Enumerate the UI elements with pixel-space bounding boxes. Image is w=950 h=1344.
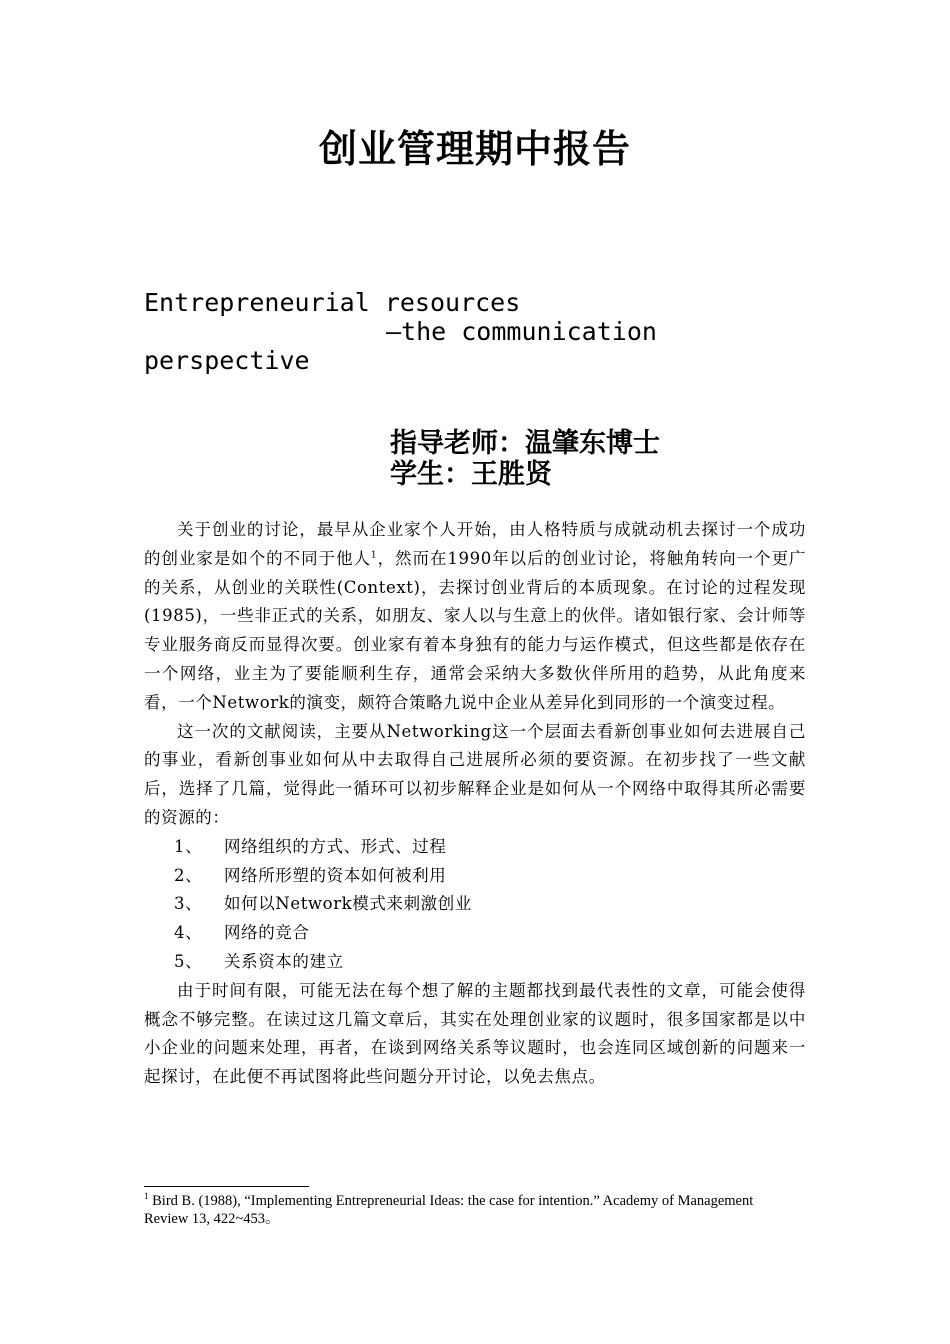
- list-item: [144, 919, 806, 948]
- paragraph-1: [144, 516, 806, 718]
- paragraph-1-part2: ，然而在1990年以后的创业讨论，将触角转向一个更广的关系，从创业的关联性(Context)，去探讨创业背后的本质现象。在讨论的过程发现(1985)，一些非正式的关系，如朋友、家人以与生意上的伙伴。诸如银行家、会计师等专业服务商反而显得次要。创业家有着本身独有的能力与运作模式，但这些都是依存在一个网络，业主为了要能顺利生存，通常会采纳大多数伙伴所用的趋势，从此角度来看，一个Network的演变，颇符合策略九说中企业从差异化到同形的一个演变过程。: [144, 548, 806, 712]
- list-item-number: 2、: [174, 865, 203, 885]
- english-title-line1: Entrepreneurial resources: [144, 288, 521, 317]
- footnote: [144, 1192, 784, 1228]
- list-item-text: 网络所形塑的资本如何被利用: [224, 865, 447, 885]
- body-text: [144, 516, 806, 1092]
- list-item: [144, 948, 806, 977]
- page-title: 创业管理期中报告: [318, 126, 631, 171]
- paragraph-3: 由于时间有限，可能无法在每个想了解的主题都找到最代表性的文章，可能会使得概念不够完整。在读过这几篇文章后，其实在处理创业家的议题时，很多国家都是以中小企业的问题来处理，再者，在谈到网络关系等议题时，也会连同区域创新的问题来一起探讨，在此便不再试图将此些问题分开讨论，以免去焦点。: [144, 980, 806, 1087]
- footnote-text: Bird B. (1988), “Implementing Entrepreneurial Ideas: the case for intention.” Academy of Management Review 13, 422~453。: [144, 1193, 754, 1227]
- student-line: 学生：王胜贤: [390, 459, 552, 490]
- list-item-number: 5、: [174, 951, 203, 971]
- list-item-number: 1、: [174, 836, 203, 856]
- list-item-text: 网络的竞合: [224, 923, 310, 943]
- footnote-number: 1: [144, 1191, 149, 1202]
- list-item-text: 关系资本的建立: [224, 951, 344, 971]
- list-item-text: 如何以Network模式来刺激创业: [224, 894, 472, 914]
- list-item-text: 网络组织的方式、形式、过程: [224, 836, 447, 856]
- advisor-line: 指导老师：温肇东博士: [390, 428, 660, 459]
- list-item: [144, 862, 806, 891]
- english-title: [144, 288, 704, 375]
- footnote-divider: [144, 1186, 309, 1187]
- english-title-line2: —the communication: [386, 317, 657, 346]
- footnote-ref[interactable]: 1: [370, 550, 378, 561]
- list-item: [144, 833, 806, 862]
- author-info: [390, 428, 660, 490]
- paragraph-1-part1: 关于创业的讨论，最早从企业家个人开始，由人格特质与成就动机去探讨一个成功的创业家是如个的不同于他人: [144, 520, 806, 568]
- english-title-line3: perspective: [144, 346, 310, 375]
- list-item: [144, 890, 806, 919]
- list-item-number: 3、: [174, 894, 203, 914]
- list-item-number: 4、: [174, 923, 203, 943]
- paragraph-2: 这一次的文献阅读，主要从Networking这一个层面去看新创事业如何去进展自己的事业，看新创事业如何从中去取得自己进展所必须的要资源。在初步找了一些文献后，选择了几篇，觉得此一循环可以初步解释企业是如何从一个网络中取得其所必需要的资源的：: [144, 721, 806, 827]
- topic-list: [144, 833, 806, 977]
